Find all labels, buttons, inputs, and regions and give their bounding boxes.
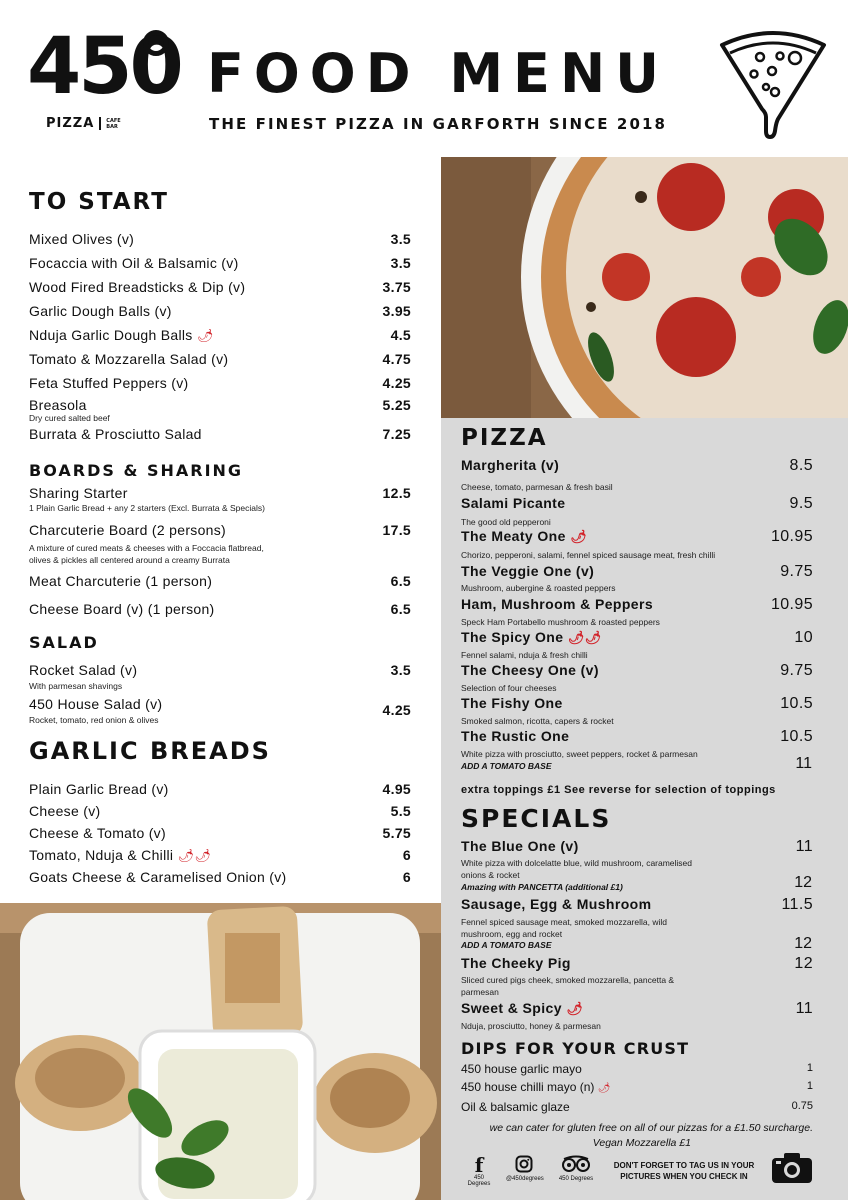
special-item: [461, 955, 813, 973]
menu-item: [29, 847, 411, 864]
menu-item: [29, 485, 411, 501]
pizza-name: Ham, Mushroom & Peppers: [461, 596, 654, 612]
pizza-name: Salami Picante: [461, 495, 566, 511]
section-heading-pizza: PIZZA: [461, 425, 548, 451]
item-name: 450 House Salad (v): [29, 696, 163, 712]
special-note-price: 12: [794, 935, 812, 952]
special-description: Fennel spiced sausage meat, smoked mozzarella, wild mushroom, egg and rocket: [461, 917, 667, 939]
menu-item: [29, 375, 411, 391]
chili-icon: 🌶: [570, 529, 587, 544]
special-name: Sausage, Egg & Mushroom: [461, 896, 652, 912]
tag-line-2: PICTURES WHEN YOU CHECK IN: [620, 1172, 748, 1181]
menu-item: [29, 869, 411, 885]
tripadvisor-icon: [561, 1155, 591, 1173]
item-name: Tomato, Nduja & Chilli: [29, 847, 174, 863]
logo-divider: [99, 117, 101, 130]
special-price: 12: [794, 955, 813, 972]
pizza-item: [461, 728, 813, 746]
tomato-base-price: 11: [795, 755, 812, 772]
menu-item: [29, 397, 411, 413]
pizza-description: Selection of four cheeses: [461, 683, 557, 693]
item-price: 5.25: [382, 397, 411, 413]
special-name: The Cheeky Pig: [461, 955, 571, 971]
item-price: 6.5: [390, 573, 411, 589]
menu-item: [29, 662, 411, 678]
tagline: THE FINEST PIZZA IN GARFORTH SINCE 2018: [209, 115, 668, 133]
item-name: Rocket Salad (v): [29, 662, 138, 678]
vegan-note: Vegan Mozzarella £1: [592, 1137, 691, 1149]
gluten-note: we can cater for gluten free on all of our pizzas for a £1.50 surcharge.: [489, 1122, 813, 1134]
pizza-price: 10.5: [780, 695, 813, 712]
special-name: The Blue One (v): [461, 838, 579, 854]
pizza-name: The Veggie One (v): [461, 563, 595, 579]
menu-item: [29, 781, 411, 797]
pizza-price: 9.75: [780, 563, 813, 580]
item-price: 3.5: [390, 231, 411, 247]
item-price: 6: [402, 869, 411, 885]
item-name: Garlic Dough Balls (v): [29, 303, 172, 319]
item-name: Feta Stuffed Peppers (v): [29, 375, 189, 391]
item-price: 5.75: [382, 825, 411, 841]
special-price: 11.5: [781, 896, 813, 913]
pizza-item: [461, 662, 813, 680]
item-name: Charcuterie Board (2 persons): [29, 522, 227, 538]
pizza-item: [461, 596, 813, 614]
special-item: [461, 896, 813, 914]
special-price: 11: [795, 838, 813, 855]
pizza-item: [461, 695, 813, 713]
section-heading-specials: SPECIALS: [461, 804, 612, 833]
item-price: 17.5: [382, 522, 411, 538]
item-name: Cheese Board (v) (1 person): [29, 601, 215, 617]
section-heading-to-start: TO START: [29, 189, 169, 215]
pizza-photo: [441, 157, 848, 418]
item-price: 4.5: [390, 327, 411, 343]
logo-small-text: CAFE BAR: [106, 117, 121, 130]
pizza-slice-icon: [718, 27, 828, 142]
pizza-item: [461, 563, 813, 581]
item-price: 4.95: [382, 781, 411, 797]
dip-price: 1: [806, 1062, 813, 1074]
item-description: 1 Plain Garlic Bread + any 2 starters (Excl. Burrata & Specials): [29, 503, 265, 513]
pizza-item: [461, 629, 813, 647]
special-description: Nduja, prosciutto, honey & parmesan: [461, 1021, 601, 1031]
special-description: Sliced cured pigs cheek, smoked mozzarella, pancetta & parmesan: [461, 975, 675, 997]
menu-item: [29, 279, 411, 295]
menu-item: [29, 825, 411, 841]
pizza-price: 9.75: [780, 662, 813, 679]
menu-item: [29, 522, 411, 538]
dip-item: [461, 1100, 813, 1114]
pizza-description: Chorizo, pepperoni, salami, fennel spiced sausage meat, fresh chilli: [461, 550, 716, 560]
pizza-description: Smoked salmon, ricotta, capers & rocket: [461, 716, 614, 726]
pizza-description: Speck Ham Portabello mushroom & roasted peppers: [461, 617, 660, 627]
instagram-label: @450degrees: [506, 1176, 544, 1182]
facebook-link[interactable]: [462, 1155, 496, 1187]
menu-item: [29, 426, 411, 442]
pizza-price: 9.5: [789, 495, 813, 512]
logo-subtitle: [46, 116, 121, 131]
pizza-description: Cheese, tomato, parmesan & fresh basil: [461, 482, 613, 492]
item-price: 4.25: [382, 702, 411, 718]
menu-item: [29, 803, 411, 819]
toppings-note: extra toppings £1 See reverse for selection of toppings: [461, 784, 776, 796]
special-item: [461, 838, 813, 856]
section-heading-dips: DIPS FOR YOUR CRUST: [461, 1039, 690, 1058]
instagram-icon: [515, 1155, 533, 1173]
tripadvisor-label: 450 Degrees: [558, 1176, 594, 1182]
instagram-link[interactable]: [506, 1155, 542, 1182]
special-note: ADD A TOMATO BASE: [461, 940, 552, 950]
garlic-bread-photo: [0, 903, 441, 1200]
item-name: Cheese & Tomato (v): [29, 825, 166, 841]
pizza-price: 10.95: [770, 528, 813, 545]
logo-number: 450: [27, 22, 181, 112]
section-heading-salad: SALAD: [29, 633, 99, 652]
page-title: FOOD MENU: [207, 42, 669, 105]
item-name: Plain Garlic Bread (v): [29, 781, 169, 797]
pizza-name: The Rustic One: [461, 728, 570, 744]
tripadvisor-link[interactable]: [558, 1155, 594, 1182]
item-price: 3.95: [382, 303, 411, 319]
chili-icon: 🌶🌶: [177, 848, 212, 863]
menu-item: [29, 351, 411, 367]
camera-icon: [771, 1152, 813, 1184]
pizza-description: White pizza with prosciutto, sweet peppers, rocket & parmesan: [461, 749, 698, 759]
item-name: Breasola: [29, 397, 87, 413]
chili-icon: 🌶🌶: [567, 630, 602, 645]
pizza-name: Margherita (v): [461, 457, 560, 473]
dip-name: 450 house chilli mayo (n): [461, 1080, 595, 1094]
item-name: Wood Fired Breadsticks & Dip (v): [29, 279, 246, 295]
special-note-price: 12: [794, 874, 812, 891]
pizza-description: Mushroom, aubergine & roasted peppers: [461, 583, 616, 593]
special-name: Sweet & Spicy: [461, 1000, 562, 1016]
pizza-item: [461, 457, 813, 475]
special-note: Amazing with PANCETTA (additional £1): [461, 882, 623, 892]
pizza-price: 10.95: [770, 596, 813, 613]
dip-item: [461, 1062, 813, 1076]
item-description: Dry cured salted beef: [29, 413, 110, 423]
pizza-price: 10.5: [780, 728, 813, 745]
item-price: 3.5: [390, 255, 411, 271]
pizza-name: The Meaty One: [461, 528, 566, 544]
pizza-price: 10: [794, 629, 813, 646]
menu-item: [29, 573, 411, 589]
item-description: Rocket, tomato, red onion & olives: [29, 715, 159, 725]
tomato-base-note: ADD A TOMATO BASE: [461, 761, 552, 771]
menu-item: [29, 303, 411, 319]
item-price: 5.5: [390, 803, 411, 819]
item-name: Nduja Garlic Dough Balls: [29, 327, 193, 343]
tag-line-1: DON'T FORGET TO TAG US IN YOUR: [613, 1161, 755, 1170]
chili-icon: 🌶: [597, 1083, 611, 1094]
item-description: olives & pickles all centered around a creamy Burrata: [29, 555, 230, 565]
item-name: Tomato & Mozzarella Salad (v): [29, 351, 229, 367]
section-heading-boards: BOARDS & SHARING: [29, 461, 244, 480]
item-name: Sharing Starter: [29, 485, 128, 501]
pizza-price: 8.5: [789, 457, 813, 474]
item-price: 7.25: [382, 426, 411, 442]
item-price: 3.5: [390, 662, 411, 678]
item-name: Cheese (v): [29, 803, 101, 819]
item-name: Meat Charcuterie (1 person): [29, 573, 213, 589]
item-price: 3.75: [382, 279, 411, 295]
dip-name: 450 house garlic mayo: [461, 1062, 582, 1076]
menu-item: [29, 327, 411, 344]
menu-item: [29, 231, 411, 247]
item-price: 12.5: [382, 485, 411, 501]
item-price: 6: [402, 847, 411, 863]
dip-price: 0.75: [791, 1100, 813, 1112]
item-price: 4.75: [382, 351, 411, 367]
pizza-description: The good old pepperoni: [461, 517, 551, 527]
menu-item: [29, 601, 411, 617]
item-price: 4.25: [382, 375, 411, 391]
item-name: Focaccia with Oil & Balsamic (v): [29, 255, 239, 271]
section-heading-garlic-breads: GARLIC BREADS: [29, 737, 271, 765]
special-item: [461, 1000, 813, 1018]
item-name: Burrata & Prosciutto Salad: [29, 426, 202, 442]
item-name: Mixed Olives (v): [29, 231, 135, 247]
pizza-item: [461, 495, 813, 513]
pizza-item: [461, 528, 813, 546]
logo-degree-icon: [143, 30, 169, 56]
chili-icon: 🌶: [566, 1001, 584, 1016]
dip-name: Oil & balsamic glaze: [461, 1100, 570, 1114]
special-price: 11: [795, 1000, 813, 1017]
item-name: Goats Cheese & Caramelised Onion (v): [29, 869, 287, 885]
menu-item: [29, 255, 411, 271]
item-price: 6.5: [390, 601, 411, 617]
facebook-label: 450 Degrees: [467, 1175, 491, 1187]
facebook-icon: f: [474, 1153, 484, 1177]
dip-item: [461, 1080, 813, 1094]
special-description: White pizza with dolcelatte blue, wild mushroom, caramelised onions & rocket: [461, 858, 693, 880]
item-description: With parmesan shavings: [29, 681, 123, 691]
pizza-name: The Cheesy One (v): [461, 662, 599, 678]
chili-icon: 🌶: [196, 328, 214, 343]
dip-price: 1: [806, 1080, 813, 1092]
pizza-description: Fennel salami, nduja & fresh chilli: [461, 650, 588, 660]
pizza-name: The Fishy One: [461, 695, 563, 711]
logo-sub-text: PIZZA: [46, 116, 95, 131]
tag-us-note: [606, 1160, 762, 1182]
item-description: A mixture of cured meats & cheeses with a Foccacia flatbread,: [29, 543, 264, 553]
pizza-name: The Spicy One: [461, 629, 564, 645]
